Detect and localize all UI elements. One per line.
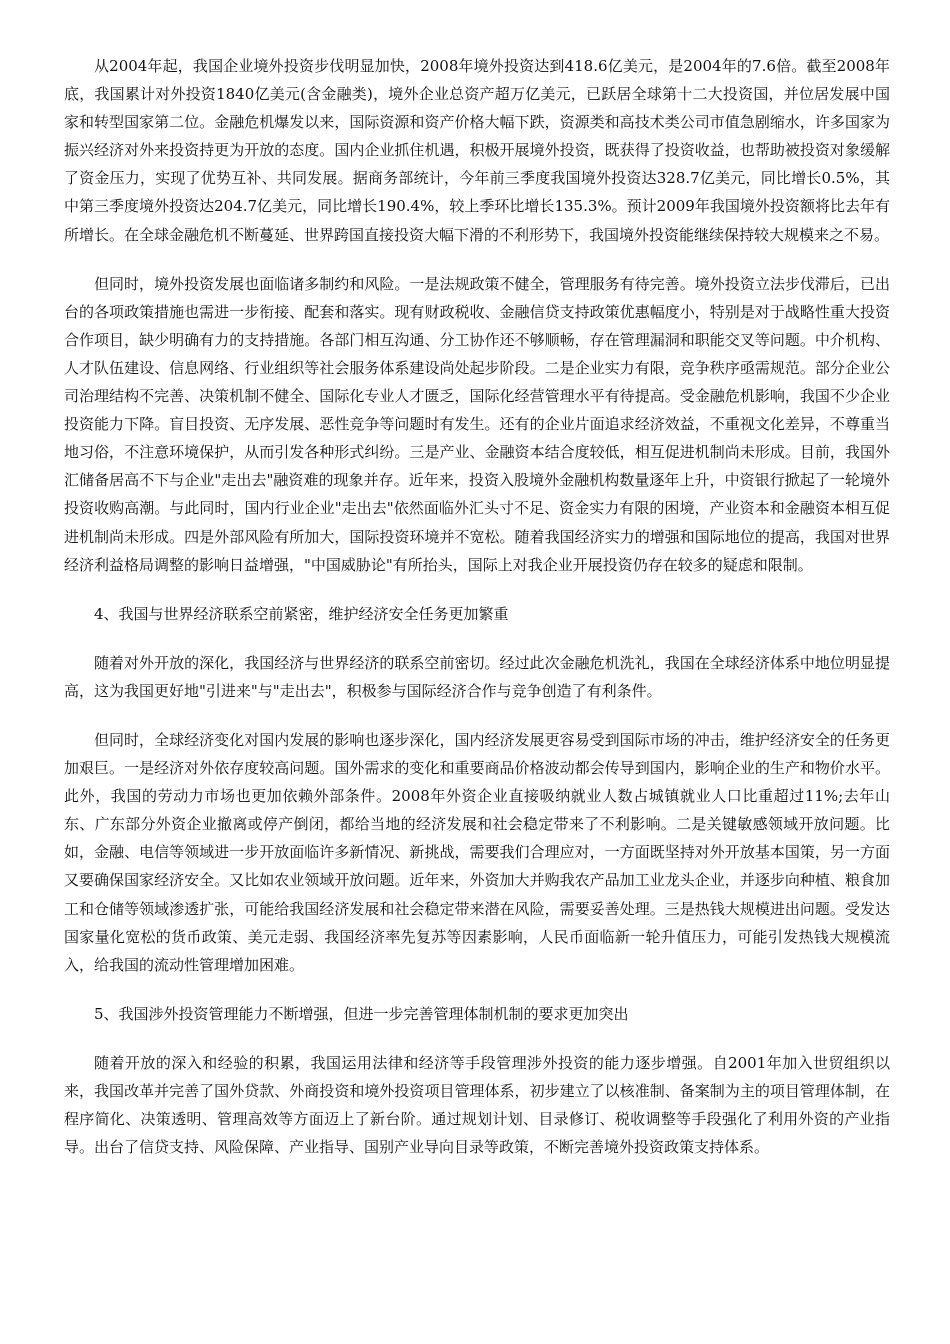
document-page — [64, 52, 890, 1182]
section-heading-4: 4、我国与世界经济联系空前紧密，维护经济安全任务更加繁重 — [94, 604, 509, 623]
paragraph-outbound-investment-risks: 但同时，境外投资发展也面临诸多制约和风险。一是法规政策不健全，管理服务有待完善。境外投资立法步伐滞后，已出台的各项政策措施也需进一步衔接、配套和落实。现有财政税收、金融信贷支持政策优惠幅度小，特别是对于战略性重大投资合作项目，缺少明确有力的支持措施。各部门相互沟通、分工协作还不够顺畅，存在管理漏洞和职能交叉等问题。中介机构、人才队伍建设、信息网络、行业组织等社会服务体系建设尚处起步阶段。二是企业实力有限，竞争秩序亟需规范。部分企业公司治理结构不完善、决策机制不健全、国际化专业人才匮乏，国际化经营管理水平有待提高。受金融危机影响，我国不少企业投资能力下降。盲目投资、无序发展、恶性竞争等问题时有发生。还有的企业片面追求经济效益，不重视文化差异，不尊重当地习俗，不注意环境保护，从而引发各种形式纠纷。三是产业、金融资本结合度较低，相互促进机制尚未形成。目前，我国外汇储备居高不下与企业"走出去"融资难的现象并存。近年来，投资入股境外金融机构数量逐年上升，中资银行掀起了一轮境外投资收购高潮。与此同时，国内行业企业"走出去"依然面临外汇头寸不足、资金实力有限的困境，产业资本和金融资本相互促进机制尚未形成。四是外部风险有所加大，国际投资环境并不宽松。随着我国经济实力的增强和国际地位的提高，我国对世界经济利益格局调整的影响日益增强，"中国威胁论"有所抬头，国际上对我企业开展投资仍存在较多的疑虑和限制。 — [64, 274, 890, 574]
section-heading-5: 5、我国涉外投资管理能力不断增强，但进一步完善管理体制机制的要求更加突出 — [94, 1004, 629, 1023]
paragraph-investment-management: 随着开放的深入和经验的积累，我国运用法律和经济等手段管理涉外投资的能力逐步增强。自2001年加入世贸组织以来，我国改革并完善了国外贷款、外商投资和境外投资项目管理体系，初步建立了以核准制、备案制为主的项目管理体制，在程序简化、决策透明、管理高效等方面迈上了新台阶。通过规划计划、目录修订、税收调整等手段强化了利用外资的产业指导。出台了信贷支持、风险保障、产业指导、国别产业导向目录等政策，不断完善境外投资政策支持体系。 — [64, 1053, 890, 1157]
paragraph-world-economy-ties: 随着对外开放的深化，我国经济与世界经济的联系空前密切。经过此次金融危机洗礼，我国在全球经济体系中地位明显提高，这为我国更好地"引进来"与"走出去"，积极参与国际经济合作与竞争创造了有利条件。 — [64, 653, 890, 700]
paragraph-economic-security: 但同时，全球经济变化对国内发展的影响也逐步深化，国内经济发展更容易受到国际市场的冲击，维护经济安全的任务更加艰巨。一是经济对外依存度较高问题。国外需求的变化和重要商品价格波动都会传导到国内，影响企业的生产和物价水平。此外，我国的劳动力市场也更加依赖外部条件。2008年外资企业直接吸纳就业人数占城镇就业人口比重超过11%;去年山东、广东部分外资企业撤离或停产倒闭，都给当地的经济发展和社会稳定带来了不利影响。二是关键敏感领域开放问题。比如，金融、电信等领域进一步开放面临许多新情况、新挑战，需要我们合理应对，一方面既坚持对外开放基本国策，另一方面又要确保国家经济安全。又比如农业领域开放问题。近年来，外资加大并购我农产品加工业龙头企业，并逐步向种植、粮食加工和仓储等领域渗透扩张，可能给我国经济发展和社会稳定带来潜在风险，需要妥善处理。三是热钱大规模进出问题。受发达国家量化宽松的货币政策、美元走弱、我国经济率先复苏等因素影响，人民币面临新一轮升值压力，可能引发热钱大规模流入，给我国的流动性管理增加困难。 — [64, 730, 890, 974]
paragraph-outbound-investment-growth: 从2004年起，我国企业境外投资步伐明显加快，2008年境外投资达到418.6亿美元，是2004年的7.6倍。截至2008年底，我国累计对外投资1840亿美元(含金融类)，境外企业总资产超万亿美元，已跃居全球第十二大投资国，并位居发展中国家和转型国家第二位。金融危机爆发以来，国际资源和资产价格大幅下跌，资源类和高技术类公司市值急剧缩水，许多国家为振兴经济对外来投资持更为开放的态度。国内企业抓住机遇，积极开展境外投资，既获得了投资收益，也帮助被投资对象缓解了资金压力，实现了优势互补、共同发展。据商务部统计，今年前三季度我国境外投资达328.7亿美元，同比增长0.5%，其中第三季度境外投资达204.7亿美元，同比增长190.4%，较上季环比增长135.3%。预计2009年我国境外投资额将比去年有所增长。在全球金融危机不断蔓延、世界跨国直接投资大幅下滑的不利形势下，我国境外投资能继续保持较大规模来之不易。 — [64, 57, 890, 244]
